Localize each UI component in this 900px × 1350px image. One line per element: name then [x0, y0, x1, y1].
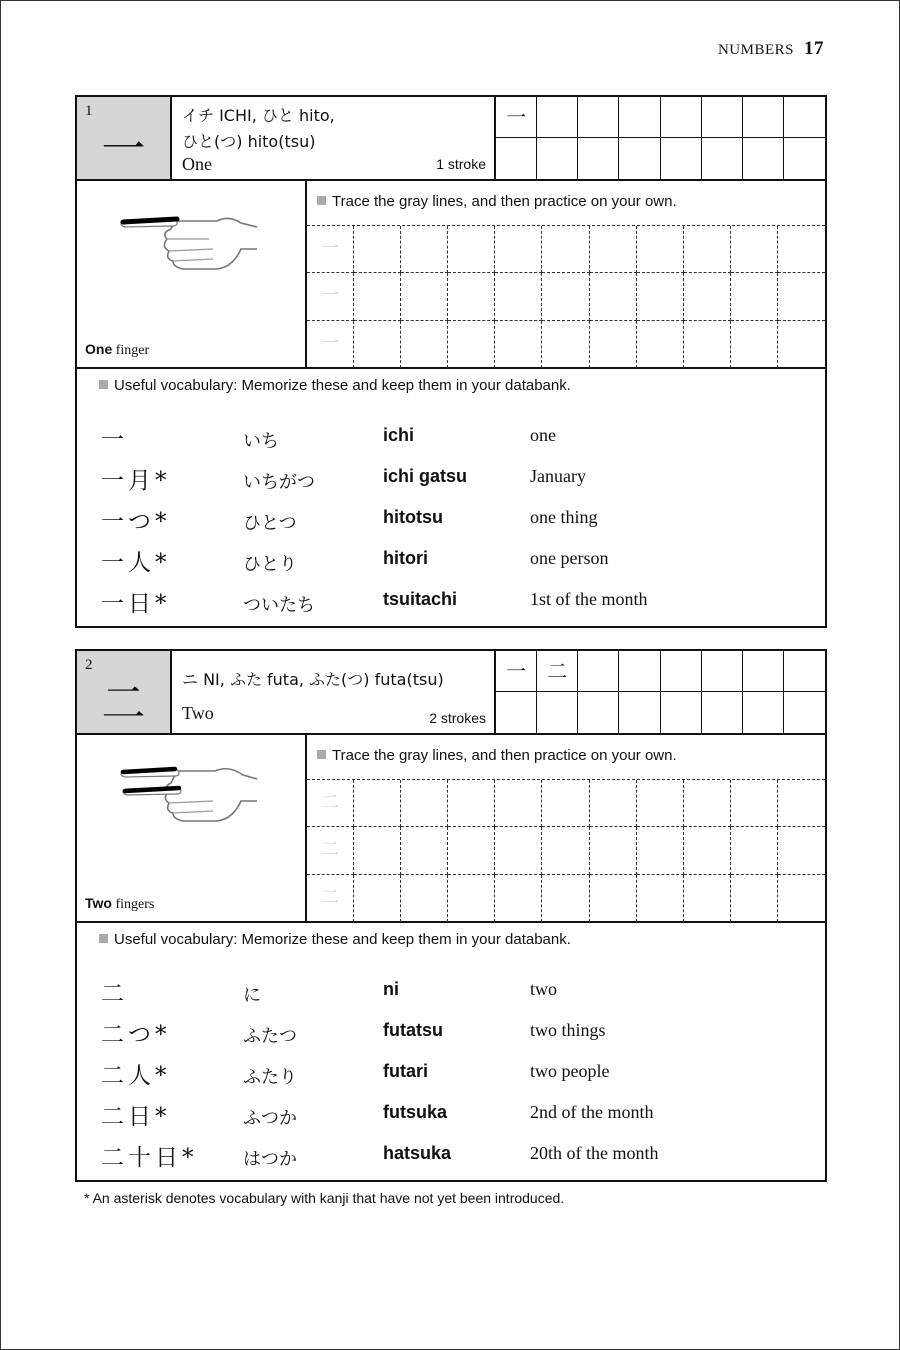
- vocab-english: two people: [530, 1061, 610, 1081]
- kanji-number: 1: [85, 103, 93, 119]
- stroke-order-cell: [661, 138, 702, 179]
- practice-cell[interactable]: [495, 827, 542, 874]
- vocab-kanji: 一月*: [101, 468, 171, 494]
- stroke-count: 1 stroke: [436, 156, 486, 172]
- two-fingers-hand-icon: [117, 761, 267, 841]
- vocab-romaji: hitori: [383, 548, 428, 568]
- vocab-kanji: 二: [101, 981, 128, 1007]
- practice-cell[interactable]: [637, 827, 684, 874]
- practice-cell[interactable]: [590, 273, 637, 320]
- vocab-kanji: 一つ*: [101, 509, 171, 535]
- vocab-row: [77, 1016, 825, 1052]
- kanji-card-one: [75, 95, 827, 628]
- vocab-instruction-text: Useful vocabulary: Memorize these and keep them in your databank.: [114, 931, 571, 948]
- stroke-order-grid: [496, 651, 825, 733]
- vocab-row: [77, 421, 825, 457]
- kanji-meaning: One: [182, 154, 212, 174]
- vocab-romaji: hatsuka: [383, 1143, 452, 1163]
- practice-grid: [307, 779, 825, 922]
- practice-instruction: [317, 193, 677, 210]
- vocab-row: [77, 503, 825, 539]
- vocab-english: January: [530, 466, 586, 486]
- illustration-caption: [85, 341, 149, 359]
- practice-cell[interactable]: [684, 321, 731, 368]
- practice-cell[interactable]: [590, 875, 637, 922]
- kanji-character: 二: [101, 678, 146, 729]
- kanji-header: [77, 651, 825, 735]
- vocab-english: one thing: [530, 507, 598, 527]
- practice-cell[interactable]: [448, 875, 495, 922]
- practice-cell[interactable]: [778, 780, 825, 827]
- vocab-romaji: futari: [383, 1061, 428, 1081]
- practice-box: [307, 733, 825, 921]
- stroke-order-cell: [578, 692, 619, 733]
- vocab-kanji: 二日*: [101, 1104, 171, 1130]
- practice-cell[interactable]: [731, 321, 778, 368]
- trace-cell[interactable]: 一: [307, 321, 354, 368]
- vocab-instruction-text: Useful vocabulary: Memorize these and keep them in your databank.: [114, 377, 571, 394]
- practice-cell[interactable]: [542, 273, 589, 320]
- practice-cell[interactable]: [401, 780, 448, 827]
- kanji-display-box: [77, 651, 172, 733]
- page-number: 17: [804, 38, 824, 59]
- trace-cell[interactable]: 二: [307, 827, 354, 874]
- stroke-order-cell: [784, 138, 825, 179]
- stroke-order-cell: [702, 138, 743, 179]
- vocab-romaji: futatsu: [383, 1020, 443, 1040]
- practice-cell[interactable]: [778, 875, 825, 922]
- practice-box: [307, 179, 825, 367]
- trace-cell[interactable]: 二: [307, 780, 354, 827]
- stroke-order-cell: [537, 138, 578, 179]
- bullet-square-icon: [99, 380, 108, 389]
- stroke-order-cell: 一: [496, 651, 537, 692]
- stroke-order-cell: [743, 97, 784, 138]
- stroke-order-cell: 二: [537, 651, 578, 692]
- practice-cell[interactable]: [684, 827, 731, 874]
- vocab-english: 2nd of the month: [530, 1102, 654, 1122]
- bullet-square-icon: [99, 934, 108, 943]
- vocab-kana: ひとり: [243, 554, 297, 575]
- practice-cell[interactable]: [542, 226, 589, 273]
- practice-cell[interactable]: [590, 827, 637, 874]
- practice-cell[interactable]: [637, 321, 684, 368]
- vocab-kanji: 二人*: [101, 1063, 171, 1089]
- vocab-kana: はつか: [243, 1149, 297, 1170]
- stroke-order-cell: [702, 651, 743, 692]
- practice-cell[interactable]: [448, 273, 495, 320]
- kanji-card-two: [75, 649, 827, 1182]
- vocab-kana: ふたり: [243, 1067, 297, 1088]
- vocab-romaji: ichi: [383, 425, 415, 445]
- vocab-english: two things: [530, 1020, 606, 1040]
- practice-cell[interactable]: [684, 226, 731, 273]
- stroke-order-cell: [702, 692, 743, 733]
- vocab-english: 20th of the month: [530, 1143, 659, 1163]
- vocab-instruction: [99, 377, 571, 394]
- practice-cell[interactable]: [542, 780, 589, 827]
- vocab-romaji: ni: [383, 979, 399, 999]
- vocab-kanji: 一日*: [101, 591, 171, 617]
- stroke-order-cell: [496, 692, 537, 733]
- practice-cell[interactable]: [354, 780, 401, 827]
- reading-box: [172, 651, 496, 733]
- practice-cell[interactable]: [590, 780, 637, 827]
- practice-cell[interactable]: [778, 321, 825, 368]
- practice-row: [77, 179, 825, 369]
- footnote: * An asterisk denotes vocabulary with kanji that have not yet been introduced.: [84, 1190, 565, 1206]
- vocab-row: [77, 1057, 825, 1093]
- practice-cell[interactable]: [495, 780, 542, 827]
- practice-cell[interactable]: [448, 226, 495, 273]
- reading-line: ひと(つ) hito(tsu): [182, 132, 316, 151]
- caption-rest: finger: [112, 343, 150, 358]
- stroke-order-cell: [743, 692, 784, 733]
- practice-cell[interactable]: [684, 780, 731, 827]
- practice-cell[interactable]: [731, 226, 778, 273]
- stroke-order-cell: [578, 651, 619, 692]
- vocab-row: [77, 975, 825, 1011]
- practice-cell[interactable]: [542, 321, 589, 368]
- practice-cell[interactable]: [542, 827, 589, 874]
- practice-cell[interactable]: [731, 827, 778, 874]
- practice-cell[interactable]: [495, 875, 542, 922]
- illustration-caption: [85, 895, 154, 913]
- vocab-romaji: ichi gatsu: [383, 466, 468, 486]
- section-title: NUMBERS: [717, 42, 794, 58]
- stroke-order-cell: [619, 97, 660, 138]
- illustration-box: [77, 179, 307, 367]
- vocabulary-section: [77, 921, 825, 1180]
- practice-cell[interactable]: [354, 875, 401, 922]
- practice-cell[interactable]: [401, 875, 448, 922]
- vocab-kanji: 一: [101, 427, 128, 453]
- illustration-box: [77, 733, 307, 921]
- stroke-order-cell: [578, 138, 619, 179]
- practice-cell[interactable]: [401, 321, 448, 368]
- practice-cell[interactable]: [354, 321, 401, 368]
- bullet-square-icon: [317, 196, 326, 205]
- practice-cell[interactable]: [731, 780, 778, 827]
- practice-cell[interactable]: [401, 273, 448, 320]
- practice-cell[interactable]: [590, 226, 637, 273]
- trace-cell[interactable]: 一: [307, 226, 354, 273]
- practice-cell[interactable]: [448, 780, 495, 827]
- practice-cell[interactable]: [637, 780, 684, 827]
- trace-cell[interactable]: 二: [307, 875, 354, 922]
- vocab-kana: に: [243, 985, 261, 1006]
- stroke-order-cell: [784, 692, 825, 733]
- vocab-row: [77, 544, 825, 580]
- practice-cell[interactable]: [590, 321, 637, 368]
- stroke-order-cell: [784, 97, 825, 138]
- vocab-romaji: tsuitachi: [383, 589, 458, 609]
- stroke-count: 2 strokes: [429, 710, 486, 726]
- vocab-row: [77, 462, 825, 498]
- practice-cell[interactable]: [542, 875, 589, 922]
- stroke-order-cell: [784, 651, 825, 692]
- practice-cell[interactable]: [448, 827, 495, 874]
- practice-cell[interactable]: [495, 321, 542, 368]
- practice-cell[interactable]: [731, 273, 778, 320]
- stroke-order-cell: [496, 138, 537, 179]
- caption-bold: One: [85, 341, 113, 357]
- practice-instruction-text: Trace the gray lines, and then practice on your own.: [332, 193, 677, 210]
- vocab-row: [77, 1098, 825, 1134]
- kanji-meaning: Two: [182, 703, 214, 723]
- reading-line: イチ ICHI, ひと hito,: [182, 106, 335, 125]
- stroke-order-grid: [496, 97, 825, 179]
- stroke-order-cell: [661, 692, 702, 733]
- vocab-kana: いちがつ: [243, 472, 315, 493]
- vocab-kanji: 二十日*: [101, 1145, 198, 1171]
- vocab-english: two: [530, 979, 557, 999]
- stroke-order-cell: [743, 651, 784, 692]
- kanji-number: 2: [85, 657, 93, 673]
- caption-bold: Two: [85, 895, 112, 911]
- vocab-english: one person: [530, 548, 609, 568]
- practice-cell[interactable]: [495, 273, 542, 320]
- vocab-kana: いち: [243, 431, 279, 452]
- practice-grid: [307, 225, 825, 368]
- vocab-row: [77, 1139, 825, 1175]
- trace-cell[interactable]: 一: [307, 273, 354, 320]
- practice-cell[interactable]: [684, 273, 731, 320]
- practice-cell[interactable]: [731, 875, 778, 922]
- stroke-order-cell: 一: [496, 97, 537, 138]
- vocab-romaji: hitotsu: [383, 507, 443, 527]
- practice-cell[interactable]: [637, 226, 684, 273]
- vocab-row: [77, 585, 825, 621]
- one-finger-hand-icon: [117, 207, 267, 287]
- practice-cell[interactable]: [778, 273, 825, 320]
- practice-instruction-text: Trace the gray lines, and then practice on your own.: [332, 747, 677, 764]
- bullet-square-icon: [317, 750, 326, 759]
- practice-cell[interactable]: [354, 827, 401, 874]
- kanji-display-box: [77, 97, 172, 179]
- practice-cell[interactable]: [778, 226, 825, 273]
- stroke-order-cell: [702, 97, 743, 138]
- stroke-order-cell: [537, 692, 578, 733]
- practice-cell[interactable]: [778, 827, 825, 874]
- practice-cell[interactable]: [401, 827, 448, 874]
- running-head: [718, 38, 824, 60]
- stroke-order-cell: [743, 138, 784, 179]
- practice-cell[interactable]: [448, 321, 495, 368]
- caption-rest: fingers: [111, 897, 155, 912]
- vocab-english: 1st of the month: [530, 589, 648, 609]
- reading-line: ニ NI, ふた futa, ふた(つ) futa(tsu): [182, 670, 444, 689]
- reading-box: [172, 97, 496, 179]
- practice-cell[interactable]: [637, 875, 684, 922]
- vocab-english: one: [530, 425, 556, 445]
- vocab-kana: ふたつ: [243, 1026, 297, 1047]
- stroke-order-cell: [619, 651, 660, 692]
- vocab-kana: ふつか: [243, 1108, 297, 1129]
- stroke-order-cell: [578, 97, 619, 138]
- stroke-order-cell: [619, 692, 660, 733]
- practice-cell[interactable]: [354, 273, 401, 320]
- practice-cell[interactable]: [401, 226, 448, 273]
- vocab-kana: ついたち: [243, 595, 315, 616]
- vocab-kana: ひとつ: [243, 513, 297, 534]
- stroke-order-cell: [537, 97, 578, 138]
- stroke-order-cell: [661, 651, 702, 692]
- vocab-kanji: 二つ*: [101, 1022, 171, 1048]
- kanji-header: [77, 97, 825, 181]
- kanji-character: 一: [101, 124, 146, 175]
- vocabulary-section: [77, 367, 825, 626]
- stroke-order-cell: [661, 97, 702, 138]
- practice-instruction: [317, 747, 677, 764]
- practice-row: [77, 733, 825, 923]
- vocab-romaji: futsuka: [383, 1102, 448, 1122]
- practice-cell[interactable]: [495, 226, 542, 273]
- practice-cell[interactable]: [684, 875, 731, 922]
- practice-cell[interactable]: [354, 226, 401, 273]
- practice-cell[interactable]: [637, 273, 684, 320]
- stroke-order-cell: [619, 138, 660, 179]
- vocab-kanji: 一人*: [101, 550, 171, 576]
- vocab-instruction: [99, 931, 571, 948]
